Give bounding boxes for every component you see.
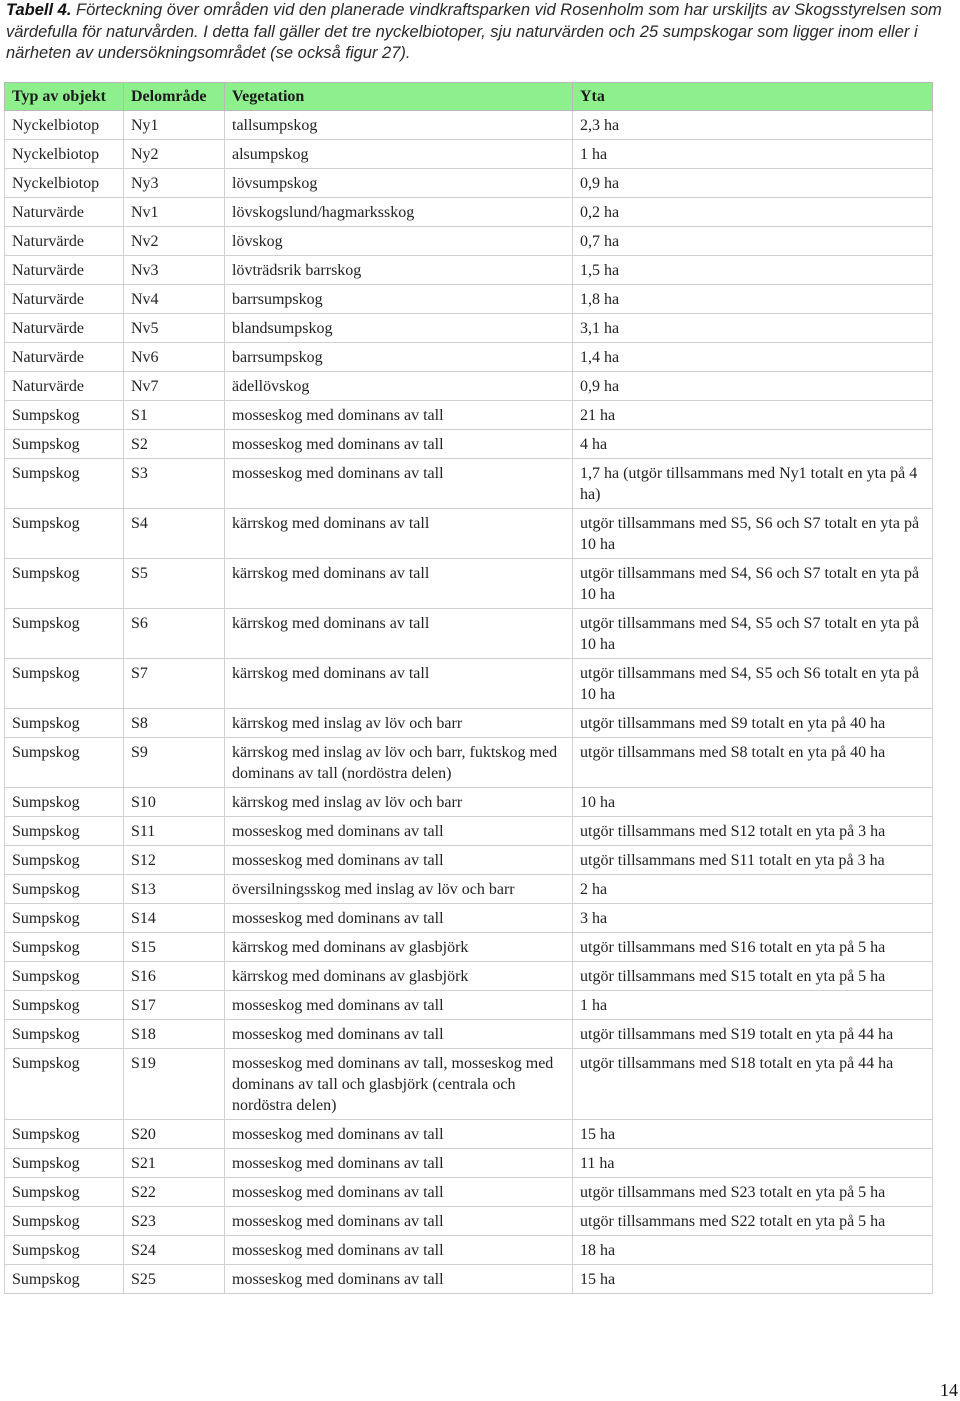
table-row — [5, 459, 933, 509]
cell-object-type: Sumpskog — [5, 817, 124, 846]
caption-text: Förteckning över områden vid den planerade vindkraftsparken vid Rosenholm som har urskiljts av Skogsstyrelsen som värdefulla för naturvården. I detta fall gäller det tre nyckelbiotoper, sju naturvärden och 25 sumpskogar som ligger inom eller i närheten av undersökningsområdet (se också figur 27). — [6, 1, 942, 62]
cell-area: utgör tillsammans med S11 totalt en yta på 3 ha — [573, 846, 933, 875]
table-row — [5, 1236, 933, 1265]
cell-area: 1,7 ha (utgör tillsammans med Ny1 totalt en yta på 4 ha) — [573, 459, 933, 509]
caption-label: Tabell 4. — [6, 1, 72, 19]
cell-area: 4 ha — [573, 430, 933, 459]
table-row — [5, 659, 933, 709]
table-row — [5, 401, 933, 430]
cell-area: utgör tillsammans med S8 totalt en yta på 40 ha — [573, 738, 933, 788]
cell-area: 18 ha — [573, 1236, 933, 1265]
column-header: Delområde — [124, 83, 225, 111]
table-row — [5, 933, 933, 962]
table-row — [5, 788, 933, 817]
cell-vegetation: mosseskog med dominans av tall — [225, 846, 573, 875]
cell-vegetation: mosseskog med dominans av tall — [225, 459, 573, 509]
table-row — [5, 285, 933, 314]
cell-object-type: Sumpskog — [5, 991, 124, 1020]
cell-vegetation: kärrskog med dominans av tall — [225, 559, 573, 609]
table-row — [5, 559, 933, 609]
cell-object-type: Sumpskog — [5, 459, 124, 509]
table-row — [5, 1149, 933, 1178]
cell-subarea: Ny3 — [124, 169, 225, 198]
cell-subarea: S21 — [124, 1149, 225, 1178]
cell-subarea: Nv3 — [124, 256, 225, 285]
cell-area: 1 ha — [573, 991, 933, 1020]
table-row — [5, 343, 933, 372]
cell-object-type: Sumpskog — [5, 1236, 124, 1265]
cell-object-type: Naturvärde — [5, 227, 124, 256]
cell-vegetation: mosseskog med dominans av tall — [225, 1149, 573, 1178]
cell-area: 3 ha — [573, 904, 933, 933]
table-row — [5, 846, 933, 875]
cell-subarea: S15 — [124, 933, 225, 962]
cell-object-type: Naturvärde — [5, 314, 124, 343]
cell-object-type: Sumpskog — [5, 1265, 124, 1294]
cell-subarea: Nv4 — [124, 285, 225, 314]
cell-object-type: Sumpskog — [5, 659, 124, 709]
table-body — [5, 111, 933, 1294]
cell-vegetation: kärrskog med inslag av löv och barr — [225, 709, 573, 738]
cell-vegetation: kärrskog med inslag av löv och barr — [225, 788, 573, 817]
cell-subarea: S5 — [124, 559, 225, 609]
cell-area: utgör tillsammans med S22 totalt en yta på 5 ha — [573, 1207, 933, 1236]
table-row — [5, 509, 933, 559]
cell-subarea: S9 — [124, 738, 225, 788]
cell-vegetation: kärrskog med dominans av glasbjörk — [225, 962, 573, 991]
table-row — [5, 227, 933, 256]
cell-subarea: Nv2 — [124, 227, 225, 256]
cell-area: utgör tillsammans med S19 totalt en yta på 44 ha — [573, 1020, 933, 1049]
cell-area: 1 ha — [573, 140, 933, 169]
cell-vegetation: lövsumpskog — [225, 169, 573, 198]
cell-area: 0,2 ha — [573, 198, 933, 227]
cell-vegetation: mosseskog med dominans av tall — [225, 1236, 573, 1265]
cell-vegetation: mosseskog med dominans av tall — [225, 1020, 573, 1049]
table-caption — [6, 0, 951, 65]
cell-subarea: S14 — [124, 904, 225, 933]
cell-subarea: Nv1 — [124, 198, 225, 227]
cell-area: 11 ha — [573, 1149, 933, 1178]
table-row — [5, 1120, 933, 1149]
cell-object-type: Sumpskog — [5, 1149, 124, 1178]
table-header-row — [5, 83, 933, 111]
cell-object-type: Nyckelbiotop — [5, 169, 124, 198]
cell-vegetation: mosseskog med dominans av tall — [225, 1120, 573, 1149]
cell-object-type: Sumpskog — [5, 509, 124, 559]
cell-object-type: Sumpskog — [5, 1207, 124, 1236]
column-header: Typ av objekt — [5, 83, 124, 111]
cell-area: 1,4 ha — [573, 343, 933, 372]
cell-subarea: S24 — [124, 1236, 225, 1265]
table-row — [5, 314, 933, 343]
cell-subarea: S16 — [124, 962, 225, 991]
page-number: 14 — [940, 1380, 958, 1400]
table-row — [5, 962, 933, 991]
table-row — [5, 111, 933, 140]
cell-area: 10 ha — [573, 788, 933, 817]
table-row — [5, 198, 933, 227]
cell-area: utgör tillsammans med S4, S6 och S7 totalt en yta på 10 ha — [573, 559, 933, 609]
table-row — [5, 1207, 933, 1236]
column-header: Yta — [573, 83, 933, 111]
cell-vegetation: mosseskog med dominans av tall — [225, 401, 573, 430]
cell-vegetation: barrsumpskog — [225, 285, 573, 314]
table-row — [5, 1265, 933, 1294]
table-row — [5, 709, 933, 738]
cell-object-type: Sumpskog — [5, 1178, 124, 1207]
cell-area: utgör tillsammans med S12 totalt en yta på 3 ha — [573, 817, 933, 846]
cell-vegetation: kärrskog med dominans av glasbjörk — [225, 933, 573, 962]
cell-subarea: S8 — [124, 709, 225, 738]
cell-area: 15 ha — [573, 1265, 933, 1294]
cell-vegetation: mosseskog med dominans av tall — [225, 1178, 573, 1207]
table-row — [5, 991, 933, 1020]
cell-subarea: S11 — [124, 817, 225, 846]
cell-area: 1,5 ha — [573, 256, 933, 285]
cell-object-type: Naturvärde — [5, 198, 124, 227]
cell-object-type: Naturvärde — [5, 285, 124, 314]
cell-subarea: S7 — [124, 659, 225, 709]
biotope-table — [4, 82, 933, 1294]
table-row — [5, 256, 933, 285]
cell-object-type: Sumpskog — [5, 875, 124, 904]
cell-vegetation: mosseskog med dominans av tall, mosseskog med dominans av tall och glasbjörk (centrala och nordöstra delen) — [225, 1049, 573, 1120]
table-row — [5, 904, 933, 933]
cell-object-type: Naturvärde — [5, 343, 124, 372]
cell-object-type: Sumpskog — [5, 738, 124, 788]
cell-vegetation: lövskog — [225, 227, 573, 256]
table-row — [5, 1049, 933, 1120]
cell-subarea: S22 — [124, 1178, 225, 1207]
cell-area: utgör tillsammans med S18 totalt en yta på 44 ha — [573, 1049, 933, 1120]
cell-vegetation: ädellövskog — [225, 372, 573, 401]
cell-vegetation: mosseskog med dominans av tall — [225, 817, 573, 846]
cell-subarea: S23 — [124, 1207, 225, 1236]
cell-object-type: Sumpskog — [5, 430, 124, 459]
cell-vegetation: mosseskog med dominans av tall — [225, 430, 573, 459]
cell-vegetation: barrsumpskog — [225, 343, 573, 372]
cell-area: 15 ha — [573, 1120, 933, 1149]
cell-object-type: Naturvärde — [5, 256, 124, 285]
cell-subarea: S18 — [124, 1020, 225, 1049]
cell-subarea: S3 — [124, 459, 225, 509]
cell-vegetation: tallsumpskog — [225, 111, 573, 140]
cell-object-type: Sumpskog — [5, 1120, 124, 1149]
cell-object-type: Sumpskog — [5, 846, 124, 875]
cell-subarea: Ny2 — [124, 140, 225, 169]
cell-subarea: S17 — [124, 991, 225, 1020]
cell-subarea: Nv5 — [124, 314, 225, 343]
cell-vegetation: mosseskog med dominans av tall — [225, 1207, 573, 1236]
cell-vegetation: översilningsskog med inslag av löv och barr — [225, 875, 573, 904]
cell-subarea: S6 — [124, 609, 225, 659]
table-row — [5, 430, 933, 459]
cell-object-type: Naturvärde — [5, 372, 124, 401]
column-header: Vegetation — [225, 83, 573, 111]
cell-object-type: Sumpskog — [5, 904, 124, 933]
cell-area: utgör tillsammans med S16 totalt en yta på 5 ha — [573, 933, 933, 962]
cell-area: 0,9 ha — [573, 372, 933, 401]
cell-subarea: S13 — [124, 875, 225, 904]
cell-vegetation: kärrskog med dominans av tall — [225, 509, 573, 559]
cell-subarea: S19 — [124, 1049, 225, 1120]
cell-vegetation: lövskogslund/hagmarksskog — [225, 198, 573, 227]
table-row — [5, 1178, 933, 1207]
table-row — [5, 169, 933, 198]
cell-subarea: S10 — [124, 788, 225, 817]
table-row — [5, 140, 933, 169]
cell-vegetation: mosseskog med dominans av tall — [225, 1265, 573, 1294]
cell-object-type: Sumpskog — [5, 559, 124, 609]
cell-area: 0,7 ha — [573, 227, 933, 256]
cell-subarea: S25 — [124, 1265, 225, 1294]
cell-object-type: Sumpskog — [5, 933, 124, 962]
table-row — [5, 609, 933, 659]
cell-vegetation: kärrskog med dominans av tall — [225, 659, 573, 709]
table-row — [5, 372, 933, 401]
cell-object-type: Nyckelbiotop — [5, 111, 124, 140]
cell-subarea: S20 — [124, 1120, 225, 1149]
cell-area: utgör tillsammans med S23 totalt en yta på 5 ha — [573, 1178, 933, 1207]
cell-area: utgör tillsammans med S5, S6 och S7 totalt en yta på 10 ha — [573, 509, 933, 559]
cell-area: utgör tillsammans med S4, S5 och S6 totalt en yta på 10 ha — [573, 659, 933, 709]
cell-subarea: Nv7 — [124, 372, 225, 401]
cell-subarea: S1 — [124, 401, 225, 430]
cell-object-type: Sumpskog — [5, 1020, 124, 1049]
cell-object-type: Sumpskog — [5, 962, 124, 991]
table-row — [5, 875, 933, 904]
cell-area: utgör tillsammans med S9 totalt en yta på 40 ha — [573, 709, 933, 738]
cell-vegetation: lövträdsrik barrskog — [225, 256, 573, 285]
cell-vegetation: kärrskog med inslag av löv och barr, fuktskog med dominans av tall (nordöstra delen) — [225, 738, 573, 788]
cell-subarea: S4 — [124, 509, 225, 559]
cell-area: 3,1 ha — [573, 314, 933, 343]
cell-vegetation: alsumpskog — [225, 140, 573, 169]
cell-area: 0,9 ha — [573, 169, 933, 198]
cell-area: utgör tillsammans med S4, S5 och S7 totalt en yta på 10 ha — [573, 609, 933, 659]
cell-object-type: Sumpskog — [5, 788, 124, 817]
table-row — [5, 817, 933, 846]
table-row — [5, 738, 933, 788]
cell-area: 1,8 ha — [573, 285, 933, 314]
cell-area: 2,3 ha — [573, 111, 933, 140]
cell-object-type: Sumpskog — [5, 709, 124, 738]
cell-subarea: S12 — [124, 846, 225, 875]
cell-object-type: Sumpskog — [5, 401, 124, 430]
cell-object-type: Sumpskog — [5, 609, 124, 659]
cell-area: 2 ha — [573, 875, 933, 904]
cell-object-type: Sumpskog — [5, 1049, 124, 1120]
cell-subarea: S2 — [124, 430, 225, 459]
cell-vegetation: kärrskog med dominans av tall — [225, 609, 573, 659]
cell-subarea: Nv6 — [124, 343, 225, 372]
table-row — [5, 1020, 933, 1049]
cell-vegetation: mosseskog med dominans av tall — [225, 904, 573, 933]
cell-area: utgör tillsammans med S15 totalt en yta på 5 ha — [573, 962, 933, 991]
cell-vegetation: blandsumpskog — [225, 314, 573, 343]
cell-area: 21 ha — [573, 401, 933, 430]
cell-vegetation: mosseskog med dominans av tall — [225, 991, 573, 1020]
cell-object-type: Nyckelbiotop — [5, 140, 124, 169]
cell-subarea: Ny1 — [124, 111, 225, 140]
